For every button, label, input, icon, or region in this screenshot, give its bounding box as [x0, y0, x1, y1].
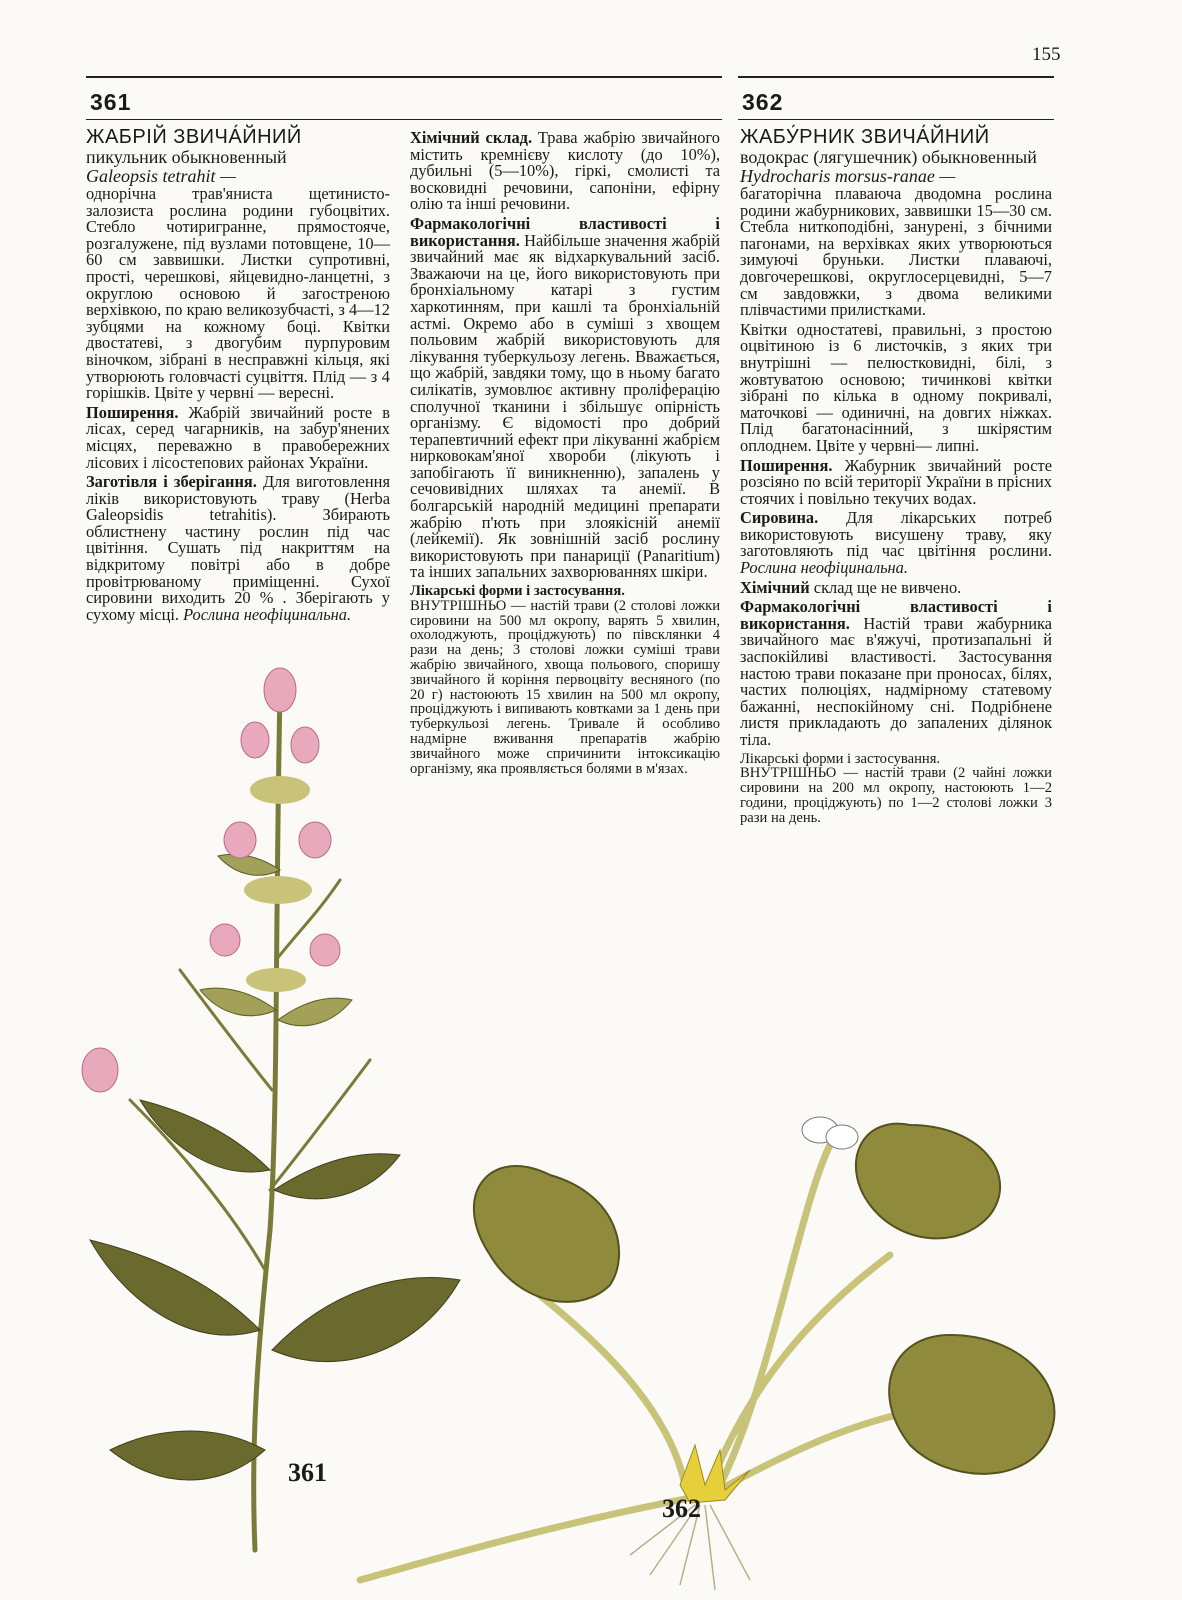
distribution-paragraph — [86, 402, 390, 472]
section-rule-left — [86, 119, 722, 120]
entry-title: ЖАБУ́РНИК ЗВИЧА́ЙНИЙ — [740, 126, 990, 148]
entry-361-column-1 — [86, 126, 390, 626]
entry-title: ЖАБРІЙ ЗВИЧА́ЙНИЙ — [86, 126, 302, 148]
plate-label-361: 361 — [288, 1458, 327, 1487]
pharma-paragraph — [410, 213, 720, 582]
latin-name: Galeopsis tetrahit — — [86, 166, 237, 186]
russian-name: водокрас (лягушечник) обыкновенный — [740, 147, 1037, 167]
forms-heading: Лікарські форми і застосування. — [410, 583, 625, 600]
raw-paragraph — [740, 510, 1052, 576]
harvest-heading: Заготівля і зберігання. — [86, 472, 257, 492]
floating-leaf — [474, 1166, 619, 1302]
raw-note: Рослина неофіцинальна. — [740, 558, 908, 578]
entry-number-362: 362 — [742, 89, 784, 115]
forms-text: ВНУТРІШНЬО — настій трави (2 столові ложки сировини на 500 мл окропу, варять 5 хвилин, охолоджують, проціджують) по півсклянки 4 рази на день; 3 столові ложки суміші трави жабрію звичайного, хвоща польового, споришу звичайного й коріння первоцвіту весняного (по 20 г) настоюють 15 хвилин на 500 мл окропу, проціджують і випивають ковтками за 1 день при туберкульозі легень. Тривале й особливо надмірне вживання препаратів жабрію звичайного може спричинити інтоксикацію організму, яка проявляється болями в м'язах. — [410, 597, 720, 777]
chemistry-heading: Хімічний — [740, 577, 810, 597]
description: багаторічна плаваюча дводомна рослина родини жабурникових, заввишки 15—30 см. Стебла ниткоподібні, занурені, з бічними пагонами, на верхівках яких утворюються зимуючі бруньки. Листки плаваючі, довгочерешкові, округлосерцевидні, 5—7 см завдовжки, з двома великими плівчастими прилистками. — [740, 184, 1052, 320]
forms-heading: Лікарські форми і застосування. — [740, 750, 941, 767]
header-rule-left — [86, 76, 722, 78]
pharma-text: Настій трави жабурника звичайного має в'яжучі, протизапальні й заспокійливі властивості. Застосування настою трави показане при проносах, білях, частих полюціях, надмірному статевому бажанні, неспокійному сні. Подрібнене листя прикладають до запалених ділянок тіла. — [740, 613, 1052, 749]
latin-name: Hydrocharis morsus-ranae — — [740, 166, 956, 186]
pharma-text: Найбільше значення жабрій звичайний має як відхаркувальний засіб. Зважаючи на це, його використовують при бронхіальному катарі з густим харкотинням, при кашлі та бронхіальній астмі. Окремо або в суміші з хвощем польовим жабрій використовують для лікування туберкульозу легень. Вважається, що жабрій, завдяки тому, що в ньому багато силікатів, зумовлює активну проліферацію сполучної тканини і збільшує опірність організму. Є відомості про добрий терапевтичний ефект при лікуванні жабрієм нирковокам'яної хвороби (лікують і запобігають її виникненню), запалень у сечовивідних шляхах та анемії. В болгарській народній медицині препарати жабрію п'ють при злоякісній анемії (лейкемії). Як зовнішній засіб рослину використовують при панариції (Panaritium) та інших запальних захворюваннях шкіри. — [410, 230, 720, 582]
russian-name: пикульник обыкновенный — [86, 147, 287, 167]
distribution-text: Жабрій звичайний росте в лісах, серед чагарників, на забур'янених місцях, переважно в правобережних лісових і лісостепових районах України. — [86, 402, 390, 472]
distribution-paragraph — [740, 455, 1052, 508]
chemistry-heading: Хімічний склад. — [410, 128, 533, 147]
distribution-heading: Поширення. — [86, 402, 179, 422]
plate-label-362: 362 — [662, 1494, 701, 1523]
entry-number-361: 361 — [90, 89, 132, 115]
pharma-heading: Фармакологічні властивості і використання. — [740, 597, 1052, 633]
chemistry-text: Трава жабрію звичайного містить кремнієву кислоту (до 10%), дубильні (5—10%), гіркі, смолисті та восковидні речовини, сапоніни, ефірну олію та інші речовини. — [410, 128, 720, 214]
entry-362-column — [740, 126, 1052, 829]
pharma-paragraph — [740, 599, 1052, 748]
forms-paragraph — [740, 752, 1052, 826]
section-rule-right — [738, 119, 1054, 120]
flowers-text: Квітки одностатеві, правильні, з простою оцвітиною із 6 листочків, з яких три внутрішні — пелюстковидні, білі, з жовтуватою основою; тичинкові квітки зібрані по кілька в одному покривалі, маточкові — одиничні, на довгих ніжках. Плід багатонасінний, з шкірястим оплоднем. Цвіте у червні— липні. — [740, 319, 1052, 455]
forms-text: ВНУТРІШНЬО — настій трави (2 чайні ложки сировини на 200 мл окропу, настоюють 1—2 години, проціджують) по 1—2 столові ложки 3 рази на день. — [740, 765, 1052, 826]
distribution-text: Жабурник звичайний росте розсіяно по всій території України в прісних стоячих і повільно текучих водах. — [740, 455, 1052, 508]
harvest-note: Рослина неофіцинальна. — [183, 604, 352, 624]
main-stem — [254, 690, 280, 1550]
harvest-text: Для виготовлення ліків використовують траву (Herba Galeopsidis tetrahitis). Збирають облистнену частину рослин під час цвітіння. Сушать під накриттям на відкритому повітрі або в добре провітрюваному приміщенні. Сухої сировини виходить 20 % . Зберігають у сухому місці. — [86, 472, 390, 624]
chemistry-paragraph — [740, 577, 1052, 597]
page-number: 155 — [1032, 44, 1061, 65]
raw-heading: Сировина. — [740, 508, 819, 528]
raw-text: Для лікарських потреб використовують висушену траву, яку заготовляють під час цвітіння рослини. — [740, 508, 1052, 561]
header-rule-right — [738, 76, 1054, 78]
distribution-heading: Поширення. — [740, 455, 833, 475]
harvest-paragraph — [86, 474, 390, 623]
chemistry-text: склад ще не вивчено. — [813, 577, 962, 597]
description: однорічна трав'яниста щетинисто-залозиста рослина родини губоцвітих. Стебло чотиригранне, прямостояче, розгалужене, під вузлами потовщене, 10—60 см заввишки. Листки супротивні, прості, черешкові, яйцевидно-ланцетні, з округлою основою й загостреною верхівкою, по краю великозубчасті, з 4—12 зубцями на кожному боці. Квітки двостатеві, з двогубим пурпуровим віночком, зібрані в несправжні кільця, які утворюють головчасті суцвіття. Плід — з 4 горішків. Цвіте у червні — вересні. — [86, 184, 390, 403]
chemistry-paragraph — [410, 130, 720, 213]
pharma-heading: Фармакологічні властивості і використання. — [410, 213, 720, 250]
leaf-stalk — [500, 1265, 685, 1485]
water-plant-illustration — [350, 1085, 1090, 1590]
